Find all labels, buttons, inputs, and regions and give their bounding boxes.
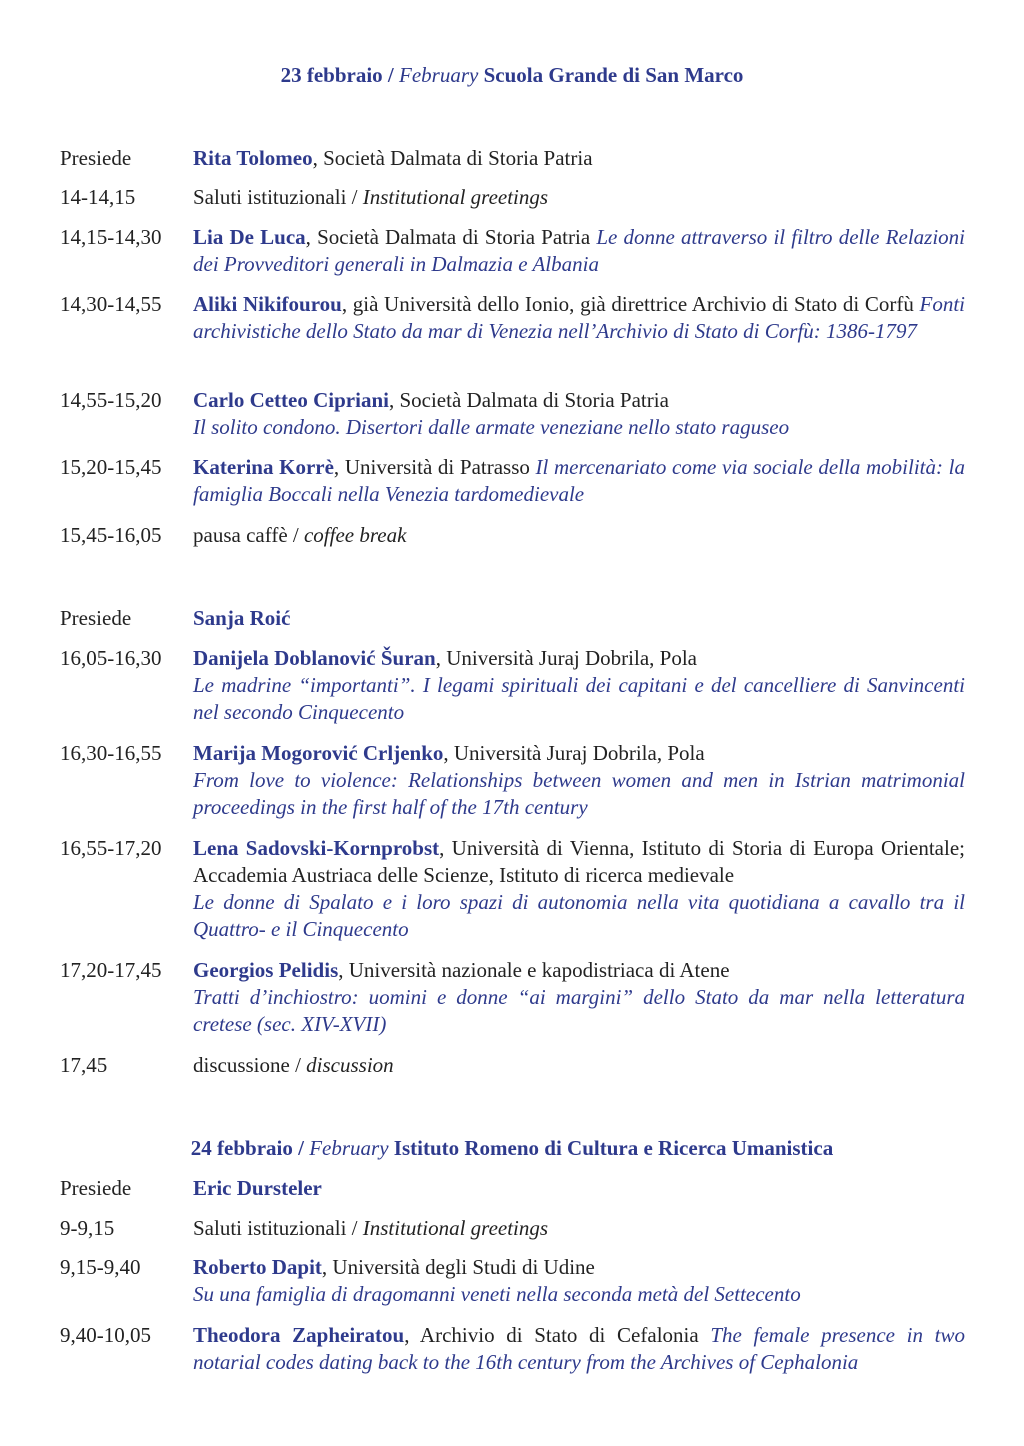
speaker-name: Eric Dursteler — [193, 1176, 322, 1200]
row-time: 14,15-14,30 — [60, 225, 162, 249]
talk-title: Il mercenariato come via sociale della mobilità: la famiglia Boccali nella Venezia tardomedievale — [193, 455, 965, 506]
talk-title: Le donne di Spalato e i loro spazi di autonomia nella vita quotidiana a cavallo tra il Quattro- e il Cinquecento — [193, 890, 965, 941]
speaker-name: Marija Mogorović Crljenko — [193, 741, 444, 765]
speaker-affiliation: , Università di Patrasso — [333, 455, 536, 479]
row-time: 16,55-17,20 — [60, 836, 162, 860]
row-time: 16,05-16,30 — [60, 646, 162, 670]
day1-sep: / — [382, 63, 400, 87]
speaker-name: Theodora Zapheiratou — [193, 1323, 405, 1347]
day2-venue: Istituto Romeno di Cultura e Ricerca Umanistica — [393, 1136, 834, 1160]
speaker-name: Aliki Nikifourou — [193, 292, 342, 316]
schedule-row — [60, 1175, 965, 1202]
day1-venue: Scuola Grande di San Marco — [483, 63, 744, 87]
row-text: discussione / — [193, 1053, 307, 1077]
schedule-row — [60, 740, 965, 821]
speaker-affiliation: , Università degli Studi di Udine — [321, 1255, 595, 1279]
speaker-name: Sanja Roić — [193, 606, 291, 630]
schedule-row — [60, 145, 965, 172]
row-time: Presiede — [60, 606, 132, 630]
row-time: 15,45-16,05 — [60, 523, 162, 547]
schedule-row — [60, 1322, 965, 1376]
row-text-en: Institutional greetings — [362, 1216, 549, 1240]
speaker-affiliation: , già Università dello Ionio, già direttrice Archivio di Stato di Corfù — [341, 292, 920, 316]
talk-title: Tratti d’inchiostro: uomini e donne “ai margini” dello Stato da mar nella letteratura cretese (sec. XIV-XVII) — [193, 985, 965, 1036]
schedule-row — [60, 1052, 965, 1079]
schedule-row — [60, 645, 965, 726]
schedule-row — [60, 224, 965, 278]
row-text-en: discussion — [306, 1053, 394, 1077]
day2-title — [0, 1135, 1024, 1162]
speaker-name: Lena Sadovski-Kornprobst — [193, 836, 440, 860]
day2-sep: / — [292, 1136, 310, 1160]
talk-title: Il solito condono. Disertori dalle armate veneziane nello stato raguseo — [193, 415, 790, 439]
day2-en: February — [309, 1136, 389, 1160]
speaker-name: Rita Tolomeo — [193, 146, 313, 170]
row-time: 17,45 — [60, 1053, 108, 1077]
talk-title: The female presence in two notarial codes dating back to the 16th century from the Archives of Cephalonia — [193, 1323, 965, 1374]
speaker-affiliation: , Società Dalmata di Storia Patria — [388, 388, 669, 412]
day1-date: 23 febbraio — [280, 63, 383, 87]
row-time: 14,55-15,20 — [60, 388, 162, 412]
row-text: Saluti istituzionali / — [193, 1216, 363, 1240]
speaker-affiliation: , Università Juraj Dobrila, Pola — [435, 646, 697, 670]
row-text-en: coffee break — [303, 523, 407, 547]
speaker-name: Lia De Luca — [193, 225, 306, 249]
row-time: 9,15-9,40 — [60, 1255, 141, 1279]
talk-title: From love to violence: Relationships between women and men in Istrian matrimonial proceedings in the first half of the 17th century — [193, 768, 965, 819]
speaker-name: Roberto Dapit — [193, 1255, 322, 1279]
schedule-row — [60, 454, 965, 508]
day2-date: 24 febbraio — [190, 1136, 293, 1160]
speaker-affiliation: , Università Juraj Dobrila, Pola — [443, 741, 705, 765]
schedule-row — [60, 387, 965, 441]
row-text-en: Institutional greetings — [362, 185, 549, 209]
talk-title: Le donne attraverso il filtro delle Relazioni dei Provveditori generali in Dalmazia e Albania — [193, 225, 965, 276]
speaker-affiliation: , Università di Vienna, Istituto di Storia di Europa Orientale; Accademia Austriaca delle Scienze, Istituto di ricerca medievale — [193, 836, 965, 887]
row-time: 15,20-15,45 — [60, 455, 162, 479]
row-time: 16,30-16,55 — [60, 741, 162, 765]
talk-title: Le madrine “importanti”. I legami spirituali dei capitani e del cancelliere di Sanvincenti nel secondo Cinquecento — [193, 673, 965, 724]
speaker-affiliation: , Università nazionale e kapodistriaca di Atene — [338, 958, 730, 982]
row-time: 17,20-17,45 — [60, 958, 162, 982]
speaker-name: Danijela Doblanović Šuran — [193, 646, 436, 670]
speaker-name: Katerina Korrè — [193, 455, 334, 479]
schedule-row — [60, 291, 965, 345]
schedule-row — [60, 835, 965, 943]
speaker-name: Georgios Pelidis — [193, 958, 339, 982]
day1-en: February — [399, 63, 479, 87]
row-time: 14,30-14,55 — [60, 292, 162, 316]
schedule-row — [60, 605, 965, 632]
speaker-affiliation: , Società Dalmata di Storia Patria — [312, 146, 593, 170]
row-text: pausa caffè / — [193, 523, 304, 547]
row-time: 14-14,15 — [60, 185, 136, 209]
speaker-name: Carlo Cetteo Cipriani — [193, 388, 389, 412]
schedule-row — [60, 1215, 965, 1242]
schedule-row — [60, 522, 965, 549]
row-time: 9-9,15 — [60, 1216, 115, 1240]
day1-title — [0, 62, 1024, 89]
speaker-affiliation: , Società Dalmata di Storia Patria — [305, 225, 597, 249]
speaker-affiliation: , Archivio di Stato di Cefalonia — [404, 1323, 711, 1347]
row-time: 9,40-10,05 — [60, 1323, 151, 1347]
talk-title: Fonti archivistiche dello Stato da mar di Venezia nell’Archivio di Stato di Corfù: 1386-1797 — [193, 292, 966, 343]
schedule-row — [60, 184, 965, 211]
row-time: Presiede — [60, 1176, 132, 1200]
talk-title: Su una famiglia di dragomanni veneti nella seconda metà del Settecento — [193, 1282, 801, 1306]
row-time: Presiede — [60, 146, 132, 170]
schedule-row — [60, 957, 965, 1038]
schedule-row — [60, 1254, 965, 1308]
row-text: Saluti istituzionali / — [193, 185, 363, 209]
